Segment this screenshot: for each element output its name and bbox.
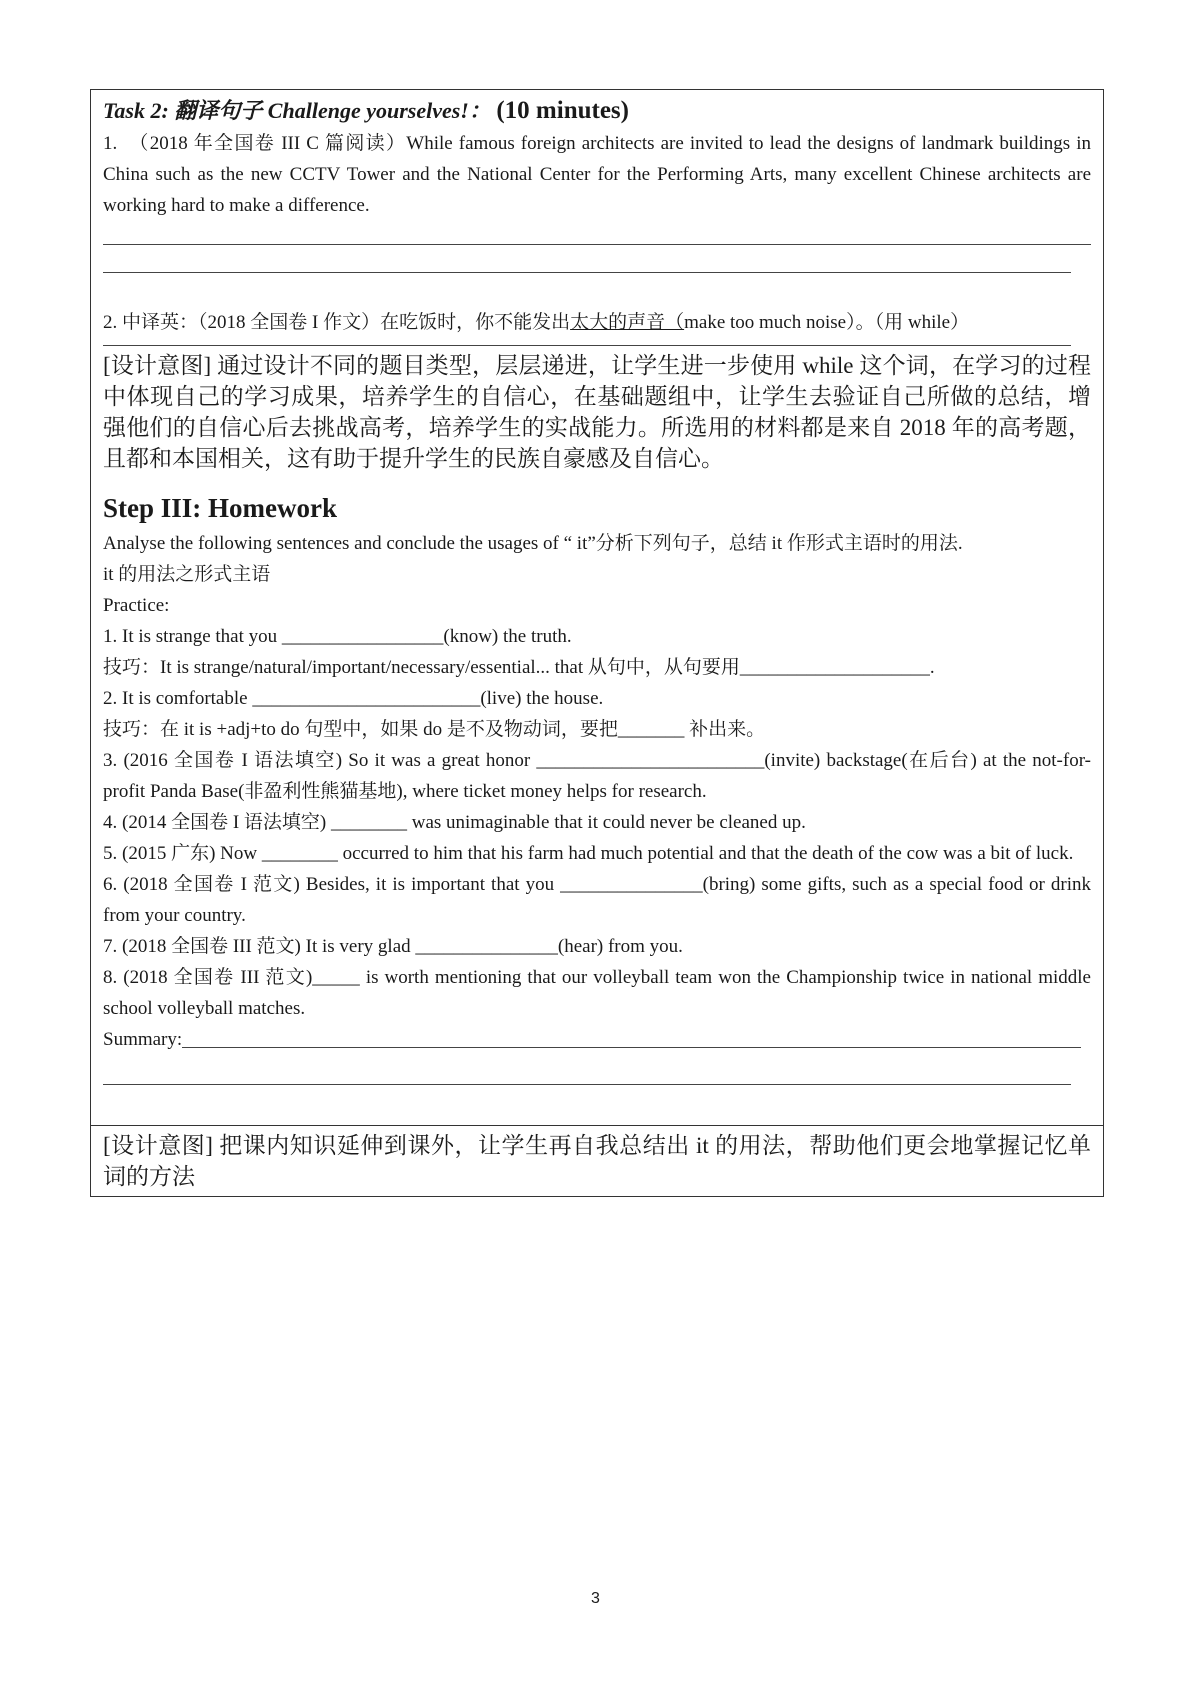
practice-item-3: 3. (2016 全国卷 I 语法填空) So it was a great honor ________________________(invite) backstage(在后台) at the not-for-profit Panda Base(非盈利性熊猫基地), where ticket money helps for research. xyxy=(103,750,1091,802)
practice-item-1: 1. It is strange that you _________________(know) the truth. xyxy=(103,626,572,647)
design-intent-2: [设计意图] 把课内知识延伸到课外，让学生再自我总结出 it 的用法，帮助他们更会地掌握记忆单词的方法 xyxy=(103,1133,1091,1189)
question-2 xyxy=(103,307,1091,338)
practice-item-6: 6. (2018 全国卷 I 范文) Besides, it is important that you _______________(bring) some gifts, such as a special food or drink from your country. xyxy=(103,874,1091,926)
question-1: 1. （2018 年全国卷 III C 篇阅读）While famous foreign architects are invited to lead the designs of landmark buildings in China such as the new CCTV Tower and the National Center for the Performing Arts, many excellent Chinese architects are working hard to make a difference. xyxy=(103,133,1091,216)
answer-line-3 xyxy=(103,344,1071,346)
step3-subtitle: it 的用法之形式主语 xyxy=(103,564,271,585)
question-2-suffix: make too much noise）。（用 while） xyxy=(684,312,970,333)
practice-item-4: 4. (2014 全国卷 I 语法填空) ________ was unimaginable that it could never be cleaned up. xyxy=(103,812,806,833)
practice-item-2: 2. It is comfortable ________________________(live) the house. xyxy=(103,688,604,709)
step3-title: Step III: Homework xyxy=(103,493,337,523)
lesson-table xyxy=(90,89,1104,1197)
page-number: 3 xyxy=(591,1590,600,1607)
practice-tip-1: 技巧：It is strange/natural/important/necessary/essential... that 从句中，从句要用____________________. xyxy=(103,657,935,678)
practice-label: Practice: xyxy=(103,595,170,616)
design-intent-cell xyxy=(91,1125,1103,1196)
task2-time: (10 minutes) xyxy=(496,97,629,124)
question-2-underlined: 太大的声音（ xyxy=(570,312,685,333)
task2-label: Task 2: 翻译句子 Challenge yourselves!： xyxy=(103,98,491,123)
practice-item-8: 8. (2018 全国卷 III 范文)_____ is worth mentioning that our volleyball team won the Championship twice in national middle school volleyball matches. xyxy=(103,967,1091,1019)
practice-item-7: 7. (2018 全国卷 III 范文) It is very glad _______________(hear) from you. xyxy=(103,936,683,957)
task2-heading xyxy=(103,94,1091,128)
summary-label: Summary: xyxy=(103,1029,183,1050)
summary-line-1 xyxy=(182,1046,1081,1048)
design-intent-1: [设计意图] 通过设计不同的题目类型，层层递进，让学生进一步使用 while 这个词，在学习的过程中体现自己的学习成果，培养学生的自信心，在基础题组中，让学生去验证自己所做的总结，增强他们的自信心后去挑战高考，培养学生的实战能力。所选用的材料都是来自 2018 年的高考题，且都和本国相关，这有助于提升学生的民族自豪感及自信心。 xyxy=(103,353,1092,471)
practice-item-5: 5. (2015 广东) Now ________ occurred to him that his farm had much potential and that the death of the cow was a bit of luck. xyxy=(103,843,1074,864)
summary-row xyxy=(103,1024,1091,1055)
question-2-prefix: 2. 中译英：（2018 全国卷 I 作文）在吃饭时，你不能发出 xyxy=(103,312,571,333)
practice-tip-2: 技巧：在 it is +adj+to do 句型中，如果 do 是不及物动词，要把_______ 补出来。 xyxy=(103,719,766,740)
main-cell xyxy=(91,90,1103,1125)
step3-intro: Analyse the following sentences and conclude the usages of “ it”分析下列句子，总结 it 作形式主语时的用法. xyxy=(103,533,963,554)
